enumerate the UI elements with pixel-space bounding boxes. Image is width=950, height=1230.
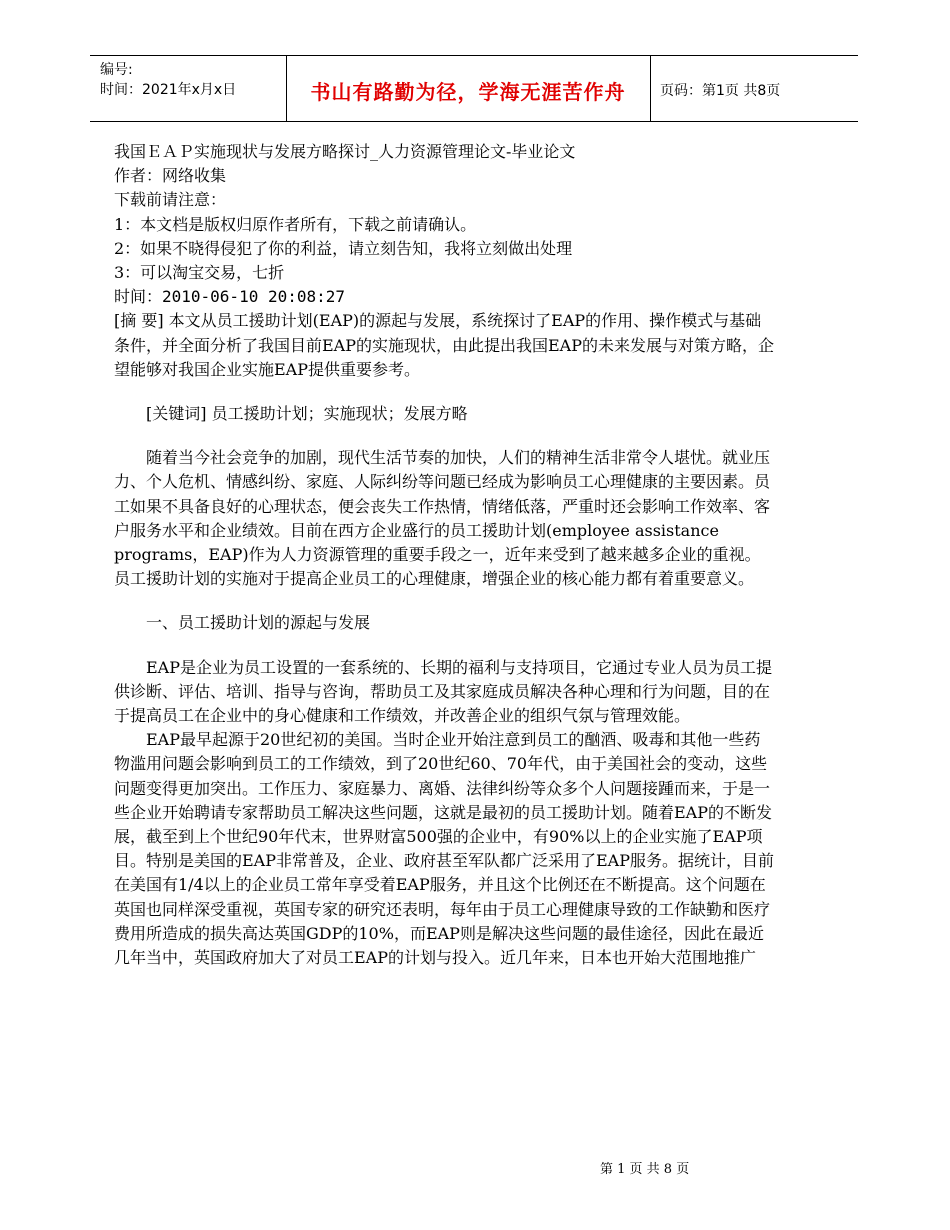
section-heading-1: 一、员工援助计划的源起与发展 [146,613,371,633]
author-line: 作者：网络收集 [114,166,227,186]
time-label: 时间：2021年x月x日 [100,82,237,98]
header-page-label: 页码：第1页 共8页 [660,83,781,99]
header-top-rule [90,55,858,56]
paragraph-3: EAP最早起源于20世纪初的美国。当时企业开始注意到员工的酗酒、吸毒和其他一些药物滥用问题会影响到员工的工作绩效，到了20世纪60、70年代，由于美国社会的变动，这些问题变得更加突出。工作压力、家庭暴力、离婚、法律纠纷等众多个人问题接踵而来，于是一些企业开始聘请专家帮助员工解决这些问题，这就是最初的员工援助计划。随着EAP的不断发展，截至到上个世纪90年代末，世界财富500强的企业中，有90%以上的企业实施了EAP项目。特别是美国的EAP非常普及，企业、政府甚至军队都广泛采用了EAP服务。据统计，目前在美国有1/4以上的企业员工常年享受着EAP服务，并且这个比例还在不断提高。这个问题在英国也同样深受重视，英国专家的研究还表明，每年由于员工心理健康导致的工作缺勤和医疗费用所造成的损失高达英国GDP的10%，而EAP则是解决这些问题的最佳途径，因此在最近几年当中，英国政府加大了对员工EAP的计划与投入。近几年来，日本也开始大范围地推广 [114,730,775,968]
notice-item-2: 2：如果不晓得侵犯了你的利益，请立刻告知，我将立刻做出处理 [114,238,573,258]
page-footer: 第 1 页 共 8 页 [600,1162,690,1177]
abstract: [摘 要] 本文从员工援助计划(EAP)的源起与发展，系统探讨了EAP的作用、操作模式与基础条件，并全面分析了我国目前EAP的实施现状，由此提出我国EAP的未来发展与对策方略，企望能够对我国企业实施EAP提供重要参考。 [114,311,775,379]
header-motto: 书山有路勤为径，学海无涯苦作舟 [310,80,626,104]
notice-heading: 下载前请注意： [114,190,227,210]
notice-item-1: 1：本文档是版权归原作者所有，下载之前请确认。 [114,214,477,234]
header-info [100,60,236,100]
document-body [114,140,774,970]
paragraph-2: EAP是企业为员工设置的一套系统的、长期的福利与支持项目，它通过专业人员为员工提供诊断、评估、培训、指导与咨询，帮助员工及其家庭成员解决各种心理和行为问题，目的在于提高员工在企业中的身心健康和工作绩效，并改善企业的组织气氛与管理效能。 [114,657,773,726]
keywords: [关键词] 员工援助计划；实施现状；发展方略 [146,404,468,424]
notice-item-3: 3：可以淘宝交易，七折 [114,263,285,283]
number-label: 编号: [100,62,133,78]
document-title: 我国ＥＡＰ实施现状与发展方略探讨_人力资源管理论文-毕业论文 [114,142,576,161]
paragraph-1: 随着当今社会竞争的加剧，现代生活节奏的加快，人们的精神生活非常令人堪忧。就业压力、个人危机、情感纠纷、家庭、人际纠纷等问题已经成为影响员工心理健康的主要因素。员工如果不具备良好的心理状态，便会丧失工作热情，情绪低落，严重时还会影响工作效率、客户服务水平和企业绩效。目前在西方企业盛行的员工援助计划(employee assistance programs，EAP)作为人力资源管理的重要手段之一，近年来受到了越来越多企业的重视。员工援助计划的实施对于提高企业员工的心理健康，增强企业的核心能力都有着重要意义。 [114,448,771,589]
header-divider-left [286,56,287,121]
publish-time: 时间：2010-06-10 20:08:27 [114,287,346,307]
header-bottom-rule [90,121,858,122]
header-divider-right [650,56,651,121]
